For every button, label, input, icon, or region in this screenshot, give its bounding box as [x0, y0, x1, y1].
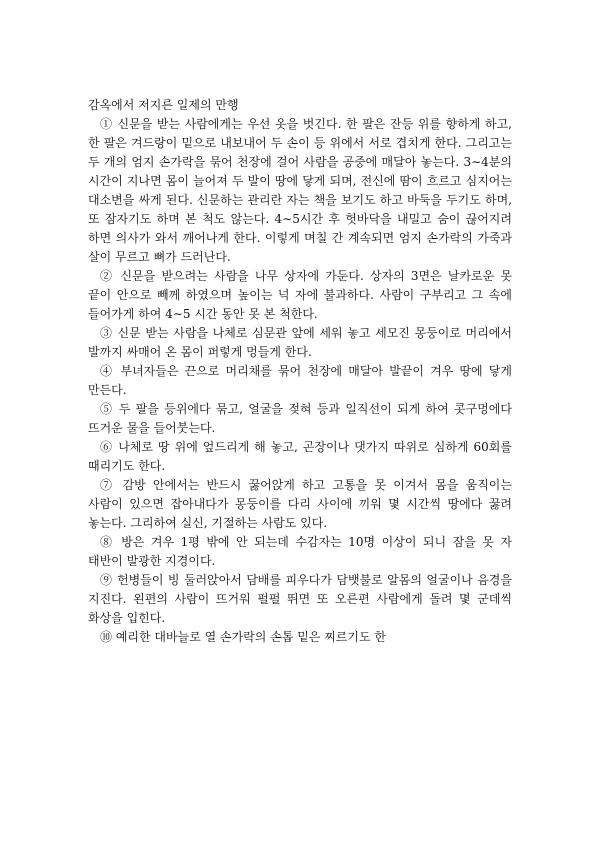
- paragraph-10: [88, 628, 512, 647]
- paragraph-9: [88, 571, 512, 628]
- paragraph-text: 예리한 대바늘로 열 손가락의 손톱 밑은 찌르기도 한: [115, 630, 386, 644]
- paragraph-number: ⑧: [100, 535, 115, 549]
- paragraph-4: [88, 362, 512, 400]
- paragraph-number: ⑦: [100, 478, 116, 492]
- paragraph-text: 신문을 받으려는 사람을 나무 상자에 가둔다. 상자의 3면은 날카로운 못 끝이 안으로 빼께 하였으며 높이는 넉 자에 불과하다. 사람이 구부리고 그 속에 들어가게 하여 4∼5 시간 동안 못 본 척한다.: [88, 269, 512, 321]
- paragraph-text: 두 팔을 등위에다 묶고, 얼굴을 젖혀 등과 일직선이 되게 하여 콧구멍에다 뜨거운 물을 들어붓는다.: [88, 402, 512, 435]
- paragraph-text: 헌병들이 빙 둘러앉아서 담배를 피우다가 담뱃불로 알몸의 얼굴이나 음경을 지진다. 왼편의 사람이 뜨거워 펄펄 뛰면 또 오른편 사람에게 돌려 몇 군데씩 화상을 입힌다.: [88, 573, 512, 625]
- document-title: 감옥에서 저지른 일제의 만행: [88, 98, 239, 112]
- paragraph-number: ④: [100, 364, 115, 378]
- paragraph-number: ⑥: [100, 440, 114, 454]
- document-body: [88, 96, 512, 647]
- paragraph-number: ②: [100, 269, 115, 283]
- paragraph-1: [88, 115, 512, 267]
- paragraph-text: 부녀자들은 끈으로 머리채를 묶어 천장에 매달아 발끝이 겨우 땅에 닿게 만든다.: [88, 364, 512, 397]
- paragraph-3: [88, 324, 512, 362]
- paragraph-7: [88, 476, 512, 533]
- paragraph-number: ⑤: [100, 402, 114, 416]
- paragraph-text: 나체로 땅 위에 엎드리게 해 놓고, 곤장이나 댓가지 따위로 심하게 60회를 때리기도 한다.: [88, 440, 512, 473]
- paragraph-number: ③: [100, 326, 113, 340]
- paragraph-text: 신문 받는 사람을 나체로 심문관 앞에 세워 놓고 세모진 몽둥이로 머리에서 발까지 싸매어 온 몸이 퍼렇게 멍들게 한다.: [88, 326, 512, 359]
- paragraph-6: [88, 438, 512, 476]
- paragraph-5: [88, 400, 512, 438]
- paragraph-text: 신문을 받는 사람에게는 우선 옷을 벗긴다. 한 팔은 잔등 위를 향하게 하고, 한 팔은 겨드랑이 밑으로 내보내어 두 손이 등 위에서 서로 겹치게 한다. 그리고는 두 개의 엄지 손가락을 묶어 천장에 걸어 사람을 공중에 매달아 놓는다. 3∼4분의 시간이 지나면 몸이 늘어져 두 발이 땅에 닿게 되며, 전신에 땀이 흐르고 심지어는 대소변을 싸게 된다. 신문하는 관리란 자는 책을 보기도 하고 바둑을 두기도 하며, 또 잠자기도 하며 본 척도 않는다. 4∼5시간 후 헛바닥을 내밀고 숨이 끊어지려 하면 의사가 와서 깨어나게 한다. 이렇게 며칠 간 계속되면 엄지 손가락의 가죽과 살이 무르고 뼈가 드러난다.: [88, 117, 512, 264]
- paragraph-number: ①: [100, 117, 113, 131]
- paragraph-number: ⑨: [100, 573, 113, 587]
- paragraph-2: [88, 267, 512, 324]
- paragraph-8: [88, 533, 512, 571]
- paragraph-text: 방은 겨우 1평 밖에 안 되는데 수감자는 10명 이상이 되니 잠을 못 자 태반이 발광한 지경이다.: [88, 535, 512, 568]
- paragraph-text: 감방 안에서는 반드시 꿇어앉게 하고 고통을 못 이겨서 몸을 움직이는 사람이 있으면 잡아내다가 몽둥이를 다리 사이에 끼워 몇 시간씩 땅에다 꿇려 놓는다. 그리하여 실신, 기절하는 사람도 있다.: [88, 478, 512, 530]
- paragraph-number: ⑩: [100, 630, 113, 644]
